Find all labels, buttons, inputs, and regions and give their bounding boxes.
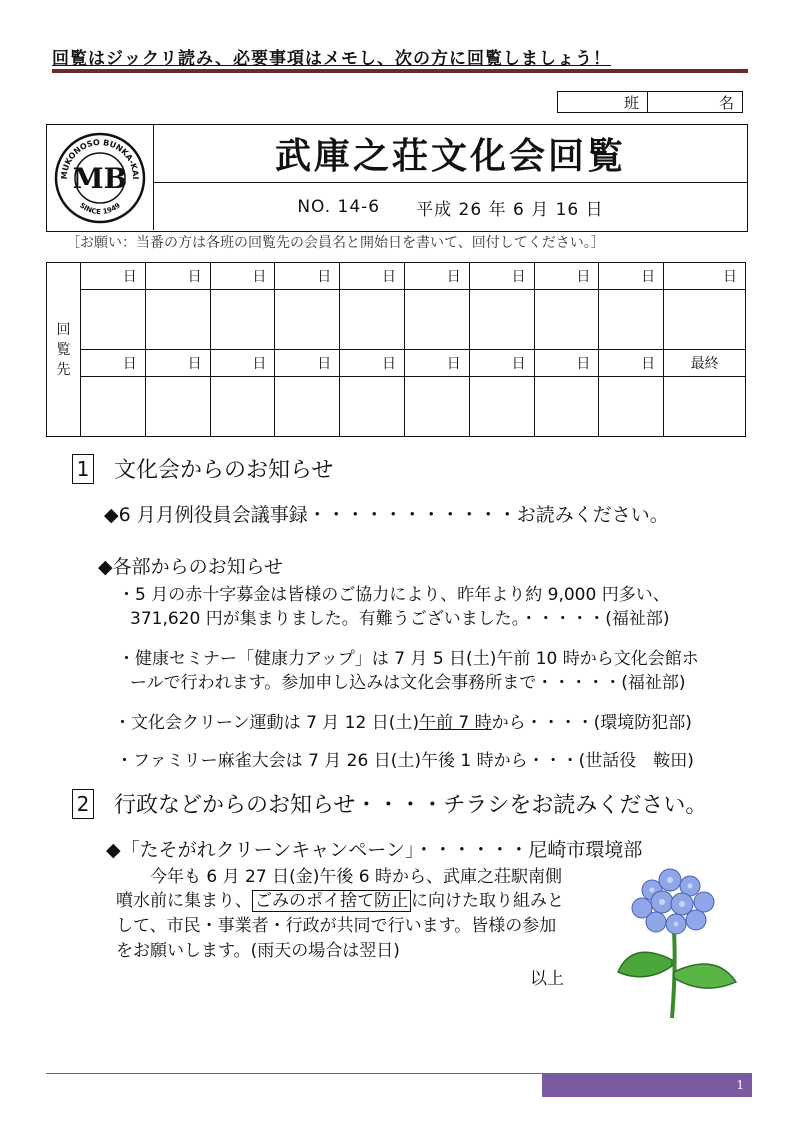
logo-monogram: MB [72,162,128,195]
day-cell[interactable]: 日 [275,263,340,290]
request-note: ［お願い：当番の方は各班の回覧先の会員名と開始日を書いて、回付してください。］ [66,235,605,251]
member-cell[interactable] [534,377,599,437]
logo-cell [47,125,154,230]
member-cell[interactable] [599,290,664,350]
member-cell[interactable] [81,290,146,350]
campaign-body-2 [116,886,564,911]
member-cell[interactable] [210,377,275,437]
red-cross-line-1: ・5 月の赤十字募金は皆様のご協力により、昨年より約 9,000 円多い、 [118,585,670,605]
seminar-line-1: ・健康セミナー「健康力アップ」は 7 月 5 日(土)午前 10 時から文化会館ホ [118,649,699,669]
day-cell[interactable]: 日 [81,350,146,377]
member-cell[interactable] [469,377,534,437]
han-name-box [557,91,743,113]
closing-text: 以上 [530,969,564,989]
day-cell[interactable]: 日 [664,263,746,290]
day-cell[interactable]: 日 [404,263,469,290]
campaign-body-4: をお願いします。(雨天の場合は翌日) [116,941,400,961]
section-1-heading [72,453,333,484]
member-cell[interactable] [404,290,469,350]
han-label: 班 [558,92,648,112]
section-1-title: 文化会からのお知らせ [114,458,334,483]
day-cell[interactable]: 日 [469,350,534,377]
member-cell[interactable] [145,290,210,350]
campaign-body-2-post: に向けた取り組みと [411,891,564,911]
clean-campaign-line [114,708,692,733]
page-number: 1 [542,1073,752,1097]
day-cell[interactable]: 日 [210,263,275,290]
dept-notice-heading: ◆各部からのお知らせ [98,556,284,578]
day-cell[interactable]: 日 [469,263,534,290]
day-cell[interactable]: 日 [599,350,664,377]
member-cell[interactable] [81,377,146,437]
circulation-table [46,262,746,437]
campaign-body-2-pre: 噴水前に集まり、 [116,891,252,911]
member-cell[interactable] [599,377,664,437]
section-2-heading [72,788,707,819]
logo-since-text: SINCE 1949 [77,201,123,217]
hydrangea-icon [612,860,742,1020]
member-cell[interactable] [469,290,534,350]
member-cell[interactable] [340,377,405,437]
day-cell[interactable]: 日 [340,350,405,377]
side-char-2: 覧 [56,341,71,358]
campaign-heading: ◆「たそがれクリーンキャンペーン」・・・・・・尼崎市環境部 [106,839,643,861]
day-cell[interactable]: 日 [210,350,275,377]
section-2-number: 2 [72,789,94,819]
section-2-title: 行政などからのお知らせ・・・・チラシをお読みください。 [114,793,708,818]
page-title: 武庫之荘文化会回覧 [154,125,747,183]
member-cell[interactable] [275,377,340,437]
day-cell[interactable]: 日 [534,350,599,377]
campaign-boxed-phrase: ごみのポイ捨て防止 [252,890,411,912]
header-box [46,124,748,232]
side-char-1: 回 [56,321,71,338]
footer-rule [46,1073,546,1074]
campaign-body-1: 今年も 6 月 27 日(金)午後 6 時から、武庫之荘駅南側 [150,867,562,887]
member-cell[interactable] [145,377,210,437]
red-cross-line-2: 371,620 円が集まりました。有難うございました。・・・・・(福祉部) [130,609,670,629]
member-cell[interactable] [210,290,275,350]
minutes-notice: ◆6 月月例役員会議事録・・・・・・・・・・・お読みください。 [104,504,669,526]
campaign-body-3: して、市民・事業者・行政が共同で行います。皆様の参加 [116,916,557,936]
clean-campaign-text: ・文化会クリーン運動は 7 月 12 日(土) [114,713,419,733]
seminar-line-2: ールで行われます。参加申し込みは文化会事務所まで・・・・・(福祉部) [130,673,686,693]
clean-campaign-time: 午前 7 時 [419,713,492,733]
day-cell[interactable]: 日 [145,350,210,377]
member-cell[interactable] [275,290,340,350]
circulation-banner: 回覧はジックリ読み、必要事項はメモし、次の方に回覧しましょう！ [52,49,612,69]
member-cell[interactable] [664,290,746,350]
member-cell[interactable] [534,290,599,350]
banner-rule [52,69,748,73]
mb-logo-icon [53,131,147,225]
side-char-3: 先 [56,361,71,378]
day-cell[interactable]: 日 [599,263,664,290]
member-cell[interactable] [404,377,469,437]
mahjong-line: ・ファミリー麻雀大会は 7 月 26 日(土)午後 1 時から・・・(世話役 鞍田) [116,751,694,771]
day-cell[interactable]: 日 [534,263,599,290]
issue-number: NO. 14-6 [297,197,381,217]
issue-line [154,183,747,231]
clean-campaign-dept: から・・・・(環境防犯部) [491,713,692,733]
day-cell[interactable]: 日 [275,350,340,377]
section-1-number: 1 [72,454,94,484]
name-label: 名 [718,93,734,112]
member-cell[interactable] [664,377,746,437]
day-cell[interactable]: 日 [404,350,469,377]
day-cell[interactable]: 日 [340,263,405,290]
circulation-side-label [47,263,81,437]
issue-date: 平成 26 年 6 月 16 日 [416,199,604,220]
day-cell[interactable]: 日 [81,263,146,290]
logo-ring-text: MUKONOSO BUNKA-KAI [59,137,141,180]
member-cell[interactable] [340,290,405,350]
final-day-cell[interactable]: 最終 [664,350,746,377]
day-cell[interactable]: 日 [145,263,210,290]
